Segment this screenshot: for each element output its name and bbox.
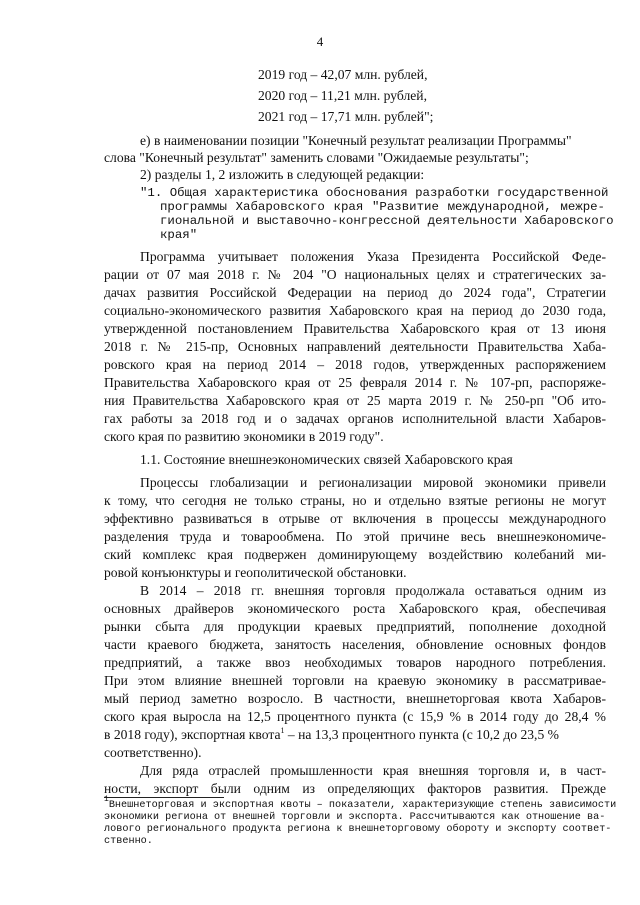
para2-line: эффективно развиваться в отрыве от включения в процессы международного xyxy=(104,511,606,526)
footnote-divider xyxy=(104,797,224,798)
footnote-line-4: ственно. xyxy=(104,836,153,847)
para1-line: 2018 г. № 215-пр, Основных направлений деятельности Правительства Хаба- xyxy=(104,339,606,354)
para3-line: ского края выросла на 12,5 процентного пункта (с 15,9 % в 2014 году до 28,4 % xyxy=(104,709,606,724)
para3-line: основных драйверов экономического роста Хабаровского края, обеспечивая xyxy=(104,601,606,616)
para1-line: ского края по развитию экономики в 2019 году". xyxy=(104,429,384,444)
para1-line: Программа учитывает положения Указа Президента Российской Феде- xyxy=(140,249,606,264)
budget-line-2019: 2019 год – 42,07 млн. рублей, xyxy=(258,67,428,82)
section-title-line-1: "1. Общая характеристика обоснования разработки государственной xyxy=(140,186,609,200)
para2-line: ровой конъюнктуры и геополитической обстановки. xyxy=(104,565,407,580)
item-e-line-2: слова "Конечный результат" заменить словами "Ожидаемые результаты"; xyxy=(104,150,529,165)
budget-line-2021: 2021 год – 17,71 млн. рублей"; xyxy=(258,109,434,124)
section-title-line-2: программы Хабаровского края "Развитие международной, межре- xyxy=(160,200,605,214)
item-2-text: 2) разделы 1, 2 изложить в следующей редакции: xyxy=(140,167,425,182)
footnote-line-3: лового регионального продукта региона к внешнеторговому обороту и экспорту соответ- xyxy=(104,824,612,835)
para1-line: дачах развития Российской Федерации на период до 2024 года", Стратегии xyxy=(104,285,606,300)
para1-line: Правительства Хабаровского края от 25 февраля 2014 г. № 107-рп, распоряже- xyxy=(104,375,606,390)
footnote-line-2: экономики региона от внешней торговли и экспорта. Рассчитываются как отношение ва- xyxy=(104,812,606,823)
footnote-reference[interactable]: 1 xyxy=(280,726,285,735)
para1-line: утвержденной постановлением Правительства Хабаровского края от 13 июня xyxy=(104,321,606,336)
para3-line: При этом влияние внешней торговли на краевую экономику в рассматривае- xyxy=(104,673,606,688)
para2-line: разделения труда и товарообмена. По этой причине весь внешнеэкономиче- xyxy=(104,529,606,544)
para3-line: предприятий, а также ввоз необходимых товаров народного потребления. xyxy=(104,655,606,670)
section-title-line-3: гиональной и выставочно-конгрессной деятельности Хабаровского xyxy=(160,214,614,228)
section-title-line-4: края" xyxy=(160,228,198,242)
para3-line: В 2014 – 2018 гг. внешняя торговля продолжала оставаться одним из xyxy=(140,583,606,598)
para1-line: рации от 07 мая 2018 г. № 204 "О национальных целях и стратегических за- xyxy=(104,267,606,282)
para1-line: ния Правительства Хабаровского края от 25 марта 2019 г. № 250-рп "Об ито- xyxy=(104,393,606,408)
para3-line-rest: – на 13,3 процентного пункта (с 10,2 до 23,5 % xyxy=(284,727,559,742)
para3-line: соответственно). xyxy=(104,745,202,760)
para3-line: мый период заметно возросло. В частности, внешнеторговая квота Хабаров- xyxy=(104,691,606,706)
para1-line: социально-экономического развития Хабаровского края на период до 2030 года, xyxy=(104,303,606,318)
para4-line: Для ряда отраслей промышленности края внешняя торговля и, в част- xyxy=(140,763,606,778)
footnote-line-1 xyxy=(104,795,617,812)
para3-line-with-footnote xyxy=(104,726,559,743)
item-e-line-1: е) в наименовании позиции "Конечный результат реализации Программы" xyxy=(140,133,572,148)
budget-line-2020: 2020 год – 11,21 млн. рублей, xyxy=(258,88,427,103)
page-number: 4 xyxy=(316,34,324,49)
para2-line: ский комплекс края подвержен доминирующему воздействию колебаний ми- xyxy=(104,547,606,562)
para2-line: Процессы глобализации и регионализации мировой экономики привели xyxy=(140,475,606,490)
para2-line: к тому, что сегодня не только страны, но и отдельно взятые регионы не могут xyxy=(104,493,606,508)
para1-line: гах работы за 2018 год и о задачах органов исполнительной власти Хабаров- xyxy=(104,411,606,426)
para3-line: рынки сбыта для продукции краевых предприятий, пополнение доходной xyxy=(104,619,606,634)
para4-line: ности, экспорт были одним из определяющих факторов развития. Прежде xyxy=(104,781,606,796)
para1-line: ровского края на период 2014 – 2018 годов, утвержденных распоряжением xyxy=(104,357,606,372)
footnote-mark: 1 xyxy=(104,795,109,804)
para3-line: части краевого бюджета, занятость населения, обновление основных фондов xyxy=(104,637,606,652)
footnote-text: Внешнеторговая и экспортная квоты – показатели, характеризующие степень зависимости xyxy=(108,800,617,811)
para3-line-start: в 2018 году), экспортная квота xyxy=(104,727,281,742)
subsection-heading: 1.1. Состояние внешнеэкономических связей Хабаровского края xyxy=(140,452,513,467)
